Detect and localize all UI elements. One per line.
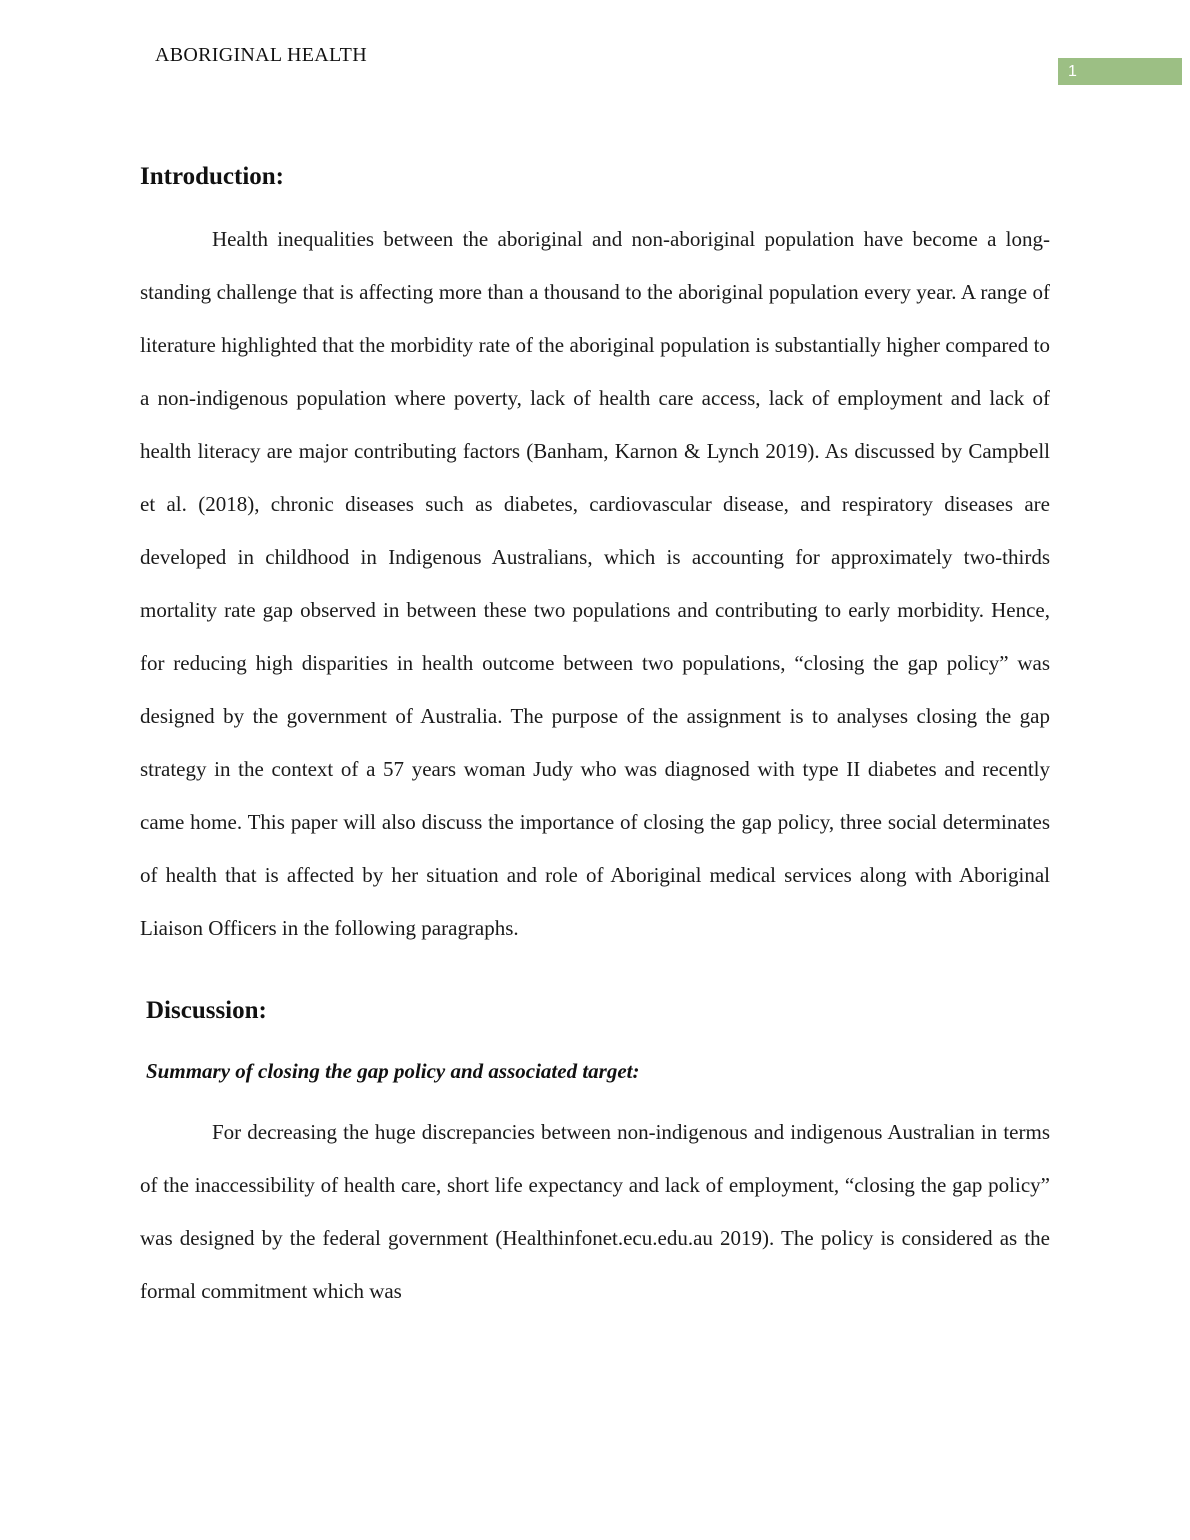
- page-number: 1: [1068, 63, 1077, 80]
- document-body: [140, 0, 1050, 1318]
- running-head: ABORIGINAL HEALTH: [155, 44, 367, 66]
- intro-heading: Introduction:: [140, 163, 285, 190]
- summary-paragraph: For decreasing the huge discrepancies between non-indigenous and indigenous Australian in terms of the inaccessibility of health care, short life expectancy and lack of employment, “closing the gap policy” was designed by the federal government (Healthinfonet.ecu.edu.au 2019). The policy is considered as the formal commitment which was: [140, 1120, 1050, 1303]
- summary-subheading: Summary of closing the gap policy and associated target:: [146, 1059, 640, 1083]
- page-number-badge: [1058, 58, 1182, 85]
- intro-paragraph: Health inequalities between the aboriginal and non-aboriginal population have become a long-standing challenge that is affecting more than a thousand to the aboriginal population every year. A range of literature highlighted that the morbidity rate of the aboriginal population is substantially higher compared to a non-indigenous population where poverty, lack of health care access, lack of employment and lack of health literacy are major contributing factors (Banham, Karnon & Lynch 2019). As discussed by Campbell et al. (2018), chronic diseases such as diabetes, cardiovascular disease, and respiratory diseases are developed in childhood in Indigenous Australians, which is accounting for approximately two-thirds mortality rate gap observed in between these two populations and contributing to early morbidity. Hence, for reducing high disparities in health outcome between two populations, “closing the gap policy” was designed by the government of Australia. The purpose of the assignment is to analyses closing the gap strategy in the context of a 57 years woman Judy who was diagnosed with type II diabetes and recently came home. This paper will also discuss the importance of closing the gap policy, three social determinates of health that is affected by her situation and role of Aboriginal medical services along with Aboriginal Liaison Officers in the following paragraphs.: [140, 227, 1050, 940]
- discussion-heading: Discussion:: [146, 997, 267, 1024]
